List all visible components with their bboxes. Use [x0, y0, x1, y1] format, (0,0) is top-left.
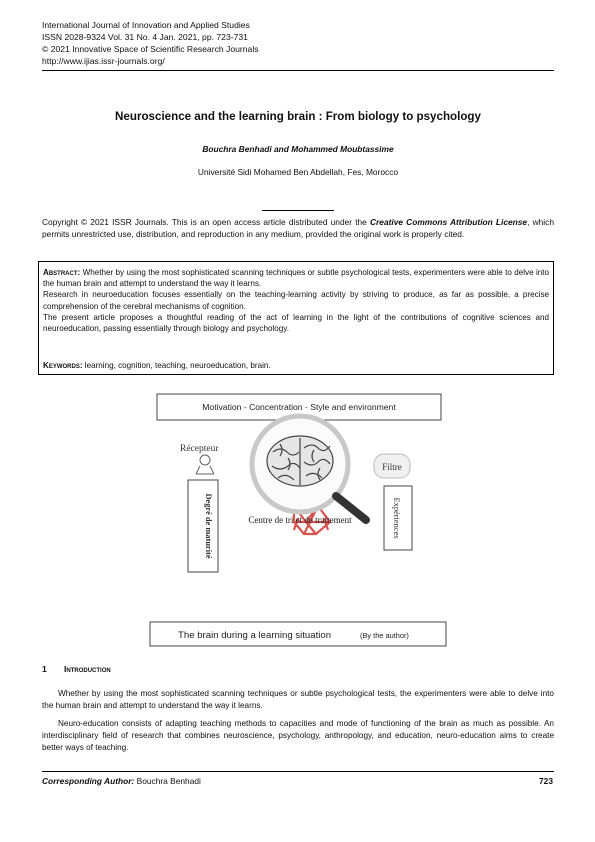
journal-url[interactable]: http://www.ijias.issr-journals.org/ — [42, 56, 165, 66]
figure-caption-credit: (By the author) — [360, 631, 409, 640]
figure-caption: The brain during a learning situation — [178, 630, 332, 641]
copyright-suffix: , which permits unrestricted use, distribution, and reproduction in any medium, provided the original work is properly cited. — [42, 217, 554, 239]
section-title: Introduction — [64, 664, 111, 674]
corresponding-name: Bouchra Benhadi — [134, 776, 201, 786]
copyright-prefix: Copyright © 2021 ISSR Journals. This is an open access article distributed under the — [42, 217, 370, 227]
abstract-label: Abstract: — [43, 268, 81, 277]
abstract-p2: Research in neuroeducation focuses essentially on the teaching-learning activity by striving to produce, as far as possible, a precise comprehension of the cerebral mechanisms of cognition. — [43, 290, 549, 311]
paper-title: Neuroscience and the learning brain : From biology to psychology — [115, 110, 481, 123]
affiliation: Université Sidi Mohamed Ben Abdellah, Fes, Morocco — [197, 167, 399, 177]
footer-rule — [42, 771, 554, 772]
corresponding-author — [42, 776, 201, 786]
recepteur-label: Récepteur — [180, 444, 219, 454]
center-label: Centre de tri et de traitement — [248, 515, 352, 525]
header-rule — [42, 70, 554, 71]
journal-name: International Journal of Innovation and Applied Studies — [42, 20, 250, 30]
copyright-line: © 2021 Innovative Space of Scientific Research Journals — [42, 44, 259, 54]
authors: Bouchra Benhadi and Mohammed Moubtassime — [202, 144, 394, 154]
separator-rule — [262, 210, 334, 211]
abstract-p1 — [43, 267, 549, 289]
maturity-label: Degré de maturité — [204, 493, 213, 559]
brain-learning-figure — [148, 388, 450, 653]
abstract-p1-text: Whether by using the most sophisticated scanning techniques or subtle psychological tests, experimenters were able to delve into the human brain and attempt to understand the way it learns. — [43, 268, 549, 289]
corresponding-label: Corresponding Author: — [42, 776, 135, 786]
brain-icon — [267, 436, 333, 486]
intro-paragraph-2: Neuro-education consists of adapting teaching methods to capacities and mode of functioning of the brain as much as possible. An interdisciplinary field of research that combines neuroscience, psychology, anthropology, and education, neuro-education aims to create better ways of teaching. — [42, 719, 554, 752]
abstract-box — [38, 261, 554, 375]
license-link[interactable]: Creative Commons Attribution License — [369, 217, 528, 227]
top-factors-text: Motivation - Concentration - Style and environment — [202, 402, 396, 412]
intro-paragraph-1: Whether by using the most sophisticated scanning techniques or subtle psychological tests, the experimenters were able to delve into the human brain and attempt to understand the way it learns. — [42, 689, 554, 710]
keywords-label: Keywords: — [43, 361, 83, 370]
section-heading — [42, 664, 111, 674]
keywords-line — [43, 361, 271, 370]
filtre-label: Filtre — [382, 462, 402, 472]
experience-label: Expériences — [392, 497, 401, 539]
page-number: 723 — [539, 776, 553, 786]
issn-line: ISSN 2028-9324 Vol. 31 No. 4 Jan. 2021, pp. 723-731 — [42, 32, 248, 42]
receiver-icon — [196, 455, 214, 474]
keywords-text: learning, cognition, teaching, neuroeducation, brain. — [84, 361, 271, 370]
abstract-p3: The present article proposes a thoughtful reading of the act of learning in the light of the contributions of cognitive sciences and neuroeducation, passing essentially through biology and psychology. — [43, 312, 549, 334]
section-number: 1 — [42, 664, 47, 674]
copyright-notice — [42, 216, 554, 240]
